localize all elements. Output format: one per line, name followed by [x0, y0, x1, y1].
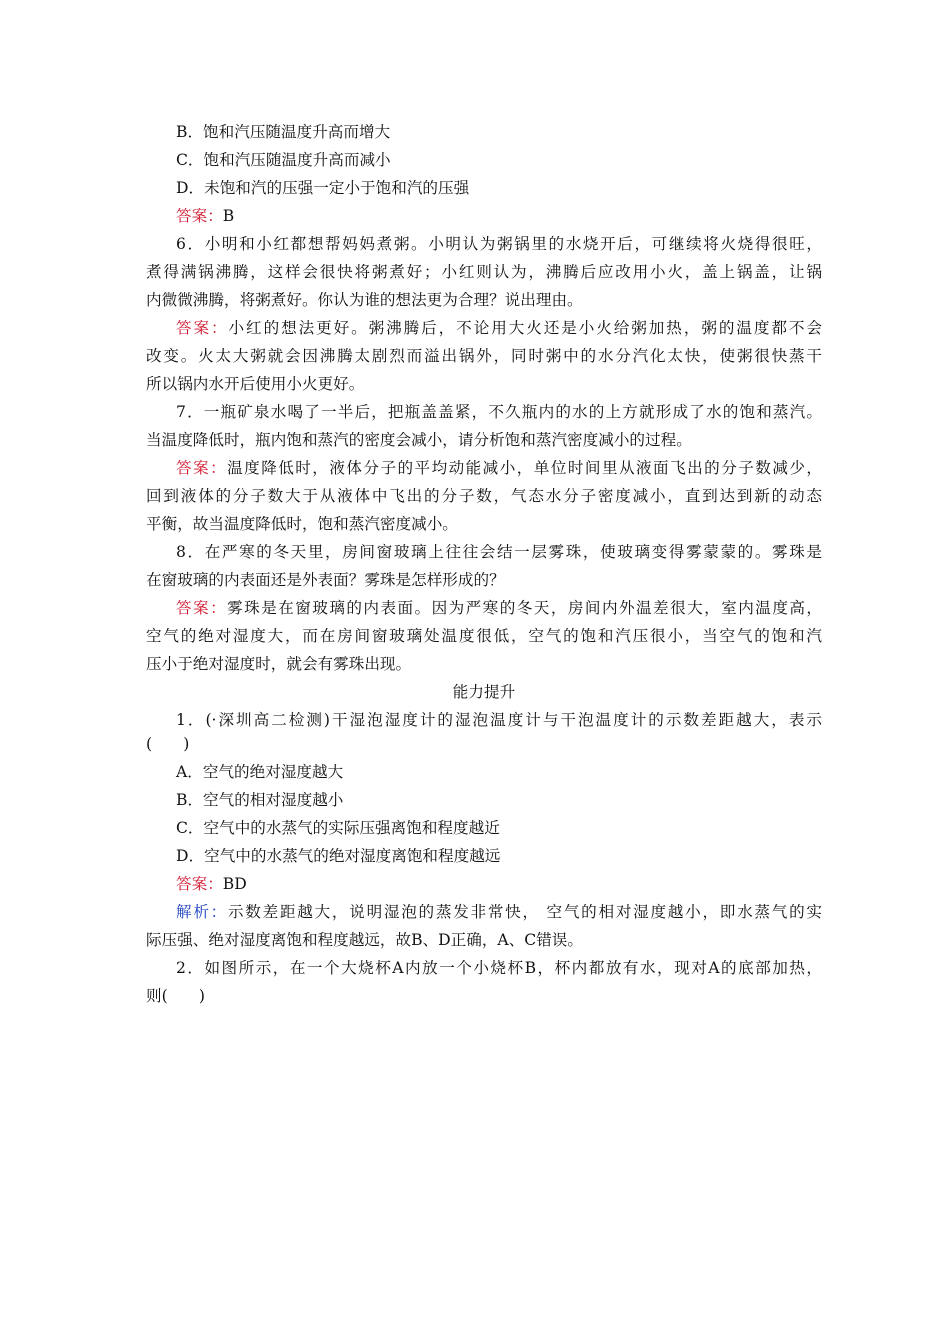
q7-answer-line-3: 平衡，故当温度降低时，饱和蒸汽密度减小。 — [146, 515, 458, 533]
p2-line-1: 2．如图所示，在一个大烧杯A内放一个小烧杯B，杯内都放有水，现对A的底部加热， — [176, 959, 822, 977]
q7-answer-line-2: 回到液体的分子数大于从液体中飞出的分子数，气态水分子密度减小，直到达到新的动态 — [146, 487, 822, 505]
p1-analysis-line-2: 际压强、绝对湿度离饱和程度越远，故B、D正确，A、C错误。 — [146, 931, 583, 949]
q6-line-1: 6．小明和小红都想帮妈妈煮粥。小明认为粥锅里的水烧开后，可继续将火烧得很旺， — [176, 235, 822, 253]
p1-answer — [176, 874, 822, 894]
q5-option-b: B．饱和汽压随温度升高而增大 — [176, 123, 391, 141]
p1-line-1: 1．(·深圳高二检测)干湿泡湿度计的湿泡温度计与干泡温度计的示数差距越大，表示 — [176, 711, 822, 729]
q7-line-2: 当温度降低时，瓶内饱和蒸汽的密度会减小，请分析饱和蒸汽密度减小的过程。 — [146, 431, 692, 449]
q6-line-2: 煮得满锅沸腾，这样会很快将粥煮好；小红则认为，沸腾后应改用小火，盖上锅盖，让锅 — [146, 263, 822, 281]
answer-label: 答案： — [176, 319, 229, 337]
q5-option-d: D．未饱和汽的压强一定小于饱和汽的压强 — [176, 179, 470, 197]
answer-text: 温度降低时，液体分子的平均动能减小，单位时间里从液面飞出的分子数减少， — [227, 459, 822, 477]
q8-answer — [176, 598, 822, 618]
answer-text: 小红的想法更好。粥沸腾后，不论用大火还是小火给粥加热，粥的温度都不会 — [228, 319, 822, 337]
answer-label: 答案： — [176, 459, 228, 477]
answer-text: BD — [222, 875, 247, 893]
answer-text: B — [222, 207, 235, 225]
q7-answer — [176, 458, 822, 478]
q5-option-c: C．饱和汽压随温度升高而减小 — [176, 151, 391, 169]
analysis-text: 示数差距越大，说明湿泡的蒸发非常快， 空气的相对湿度越小，即水蒸气的实 — [227, 903, 822, 921]
q6-answer-line-3: 所以锅内水开后使用小火更好。 — [146, 375, 365, 393]
answer-label: 答案： — [176, 207, 223, 225]
p1-option-b: B．空气的相对湿度越小 — [176, 791, 344, 809]
p1-option-d: D．空气中的水蒸气的绝对湿度离饱和程度越远 — [176, 847, 501, 865]
q6-line-3: 内微微沸腾，将粥煮好。你认为谁的想法更为合理？说出理由。 — [146, 291, 583, 309]
q7-line-1: 7．一瓶矿泉水喝了一半后，把瓶盖盖紧，不久瓶内的水的上方就形成了水的饱和蒸汽。 — [176, 403, 822, 421]
p1-option-c: C．空气中的水蒸气的实际压强离饱和程度越近 — [176, 819, 500, 837]
p1-line-2: ( ) — [146, 735, 190, 753]
q6-answer-line-2: 改变。火太大粥就会因沸腾太剧烈而溢出锅外，同时粥中的水分汽化太快，使粥很快蒸干 — [146, 347, 822, 365]
q8-line-1: 8．在严寒的冬天里，房间窗玻璃上往往会结一层雾珠，使玻璃变得雾蒙蒙的。雾珠是 — [176, 543, 822, 561]
analysis-label: 解析： — [176, 903, 228, 921]
p2-line-2: 则( ) — [146, 987, 205, 1005]
section-title: 能力提升 — [452, 683, 516, 701]
answer-text: 雾珠是在窗玻璃的内表面。因为严寒的冬天，房间内外温差很大，室内温度高， — [227, 599, 822, 617]
q8-line-2: 在窗玻璃的内表面还是外表面？雾珠是怎样形成的？ — [146, 571, 505, 589]
q8-answer-line-3: 压小于绝对湿度时，就会有雾珠出现。 — [146, 655, 412, 673]
q5-answer — [176, 206, 822, 226]
p1-analysis — [176, 902, 822, 922]
answer-label: 答案： — [176, 875, 223, 893]
p1-option-a: A．空气的绝对湿度越大 — [176, 763, 344, 781]
answer-label: 答案： — [176, 599, 228, 617]
q6-answer — [176, 318, 822, 338]
q8-answer-line-2: 空气的绝对湿度大，而在房间窗玻璃处温度很低，空气的饱和汽压很小，当空气的饱和汽 — [146, 627, 822, 645]
